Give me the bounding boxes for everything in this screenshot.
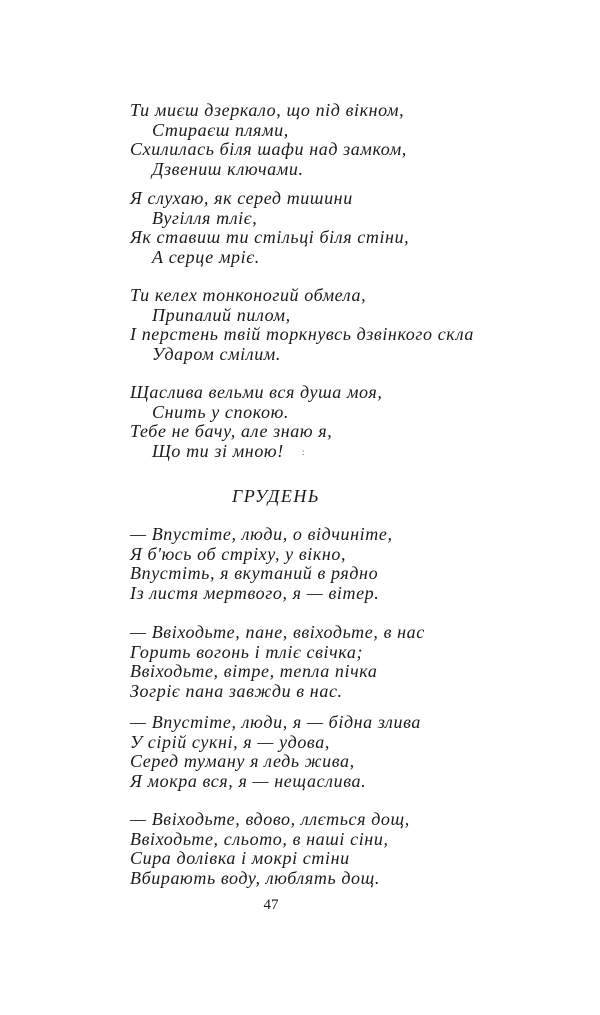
- verse-line: Горить вогонь і тліє свічка;: [130, 641, 364, 662]
- verse-line: Дзвениш ключами.: [152, 158, 304, 179]
- verse-line: Я б'юсь об стріху, у вікно,: [130, 543, 347, 564]
- verse-line: — Впустіте, люди, о відчиніте,: [130, 524, 393, 544]
- verse-line: А серце мріє.: [152, 246, 260, 267]
- verse-line: Вугілля тліє,: [152, 207, 258, 228]
- verse-line: І перстень твій торкнувсь дзвінкого скла: [130, 324, 474, 345]
- verse-line: Припалий пилом,: [152, 304, 291, 325]
- verse-line: Снить у спокою.: [152, 401, 290, 422]
- poem-title: ГРУДЕНЬ: [232, 486, 320, 506]
- verse-line: Зогріє пана завжди в нас.: [130, 680, 343, 701]
- verse-line: Сира долівка і мокрі стіни: [130, 848, 350, 869]
- stanza: [130, 713, 550, 791]
- verse-line: Я слухаю, як серед тишини: [130, 188, 353, 208]
- verse-line: Ввіходьте, сльото, в наші сіни,: [130, 828, 389, 849]
- verse-line: Ти келех тонконогий обмела,: [130, 285, 367, 305]
- verse-line: Щаслива вельми вся душа моя,: [130, 382, 383, 402]
- verse-line: Вбирають воду, люблять дощ.: [130, 867, 380, 888]
- verse-line: — Впустіте, люди, я — бідна злива: [130, 712, 421, 732]
- verse-line: — Ввіходьте, вдово, ллється дощ,: [130, 809, 410, 829]
- verse-line: Я мокра вся, я — нещаслива.: [130, 770, 367, 791]
- stanza: [130, 623, 550, 701]
- verse-line: Ти миєш дзеркало, що під вікном,: [130, 100, 405, 120]
- page-number: 47: [263, 897, 279, 913]
- verse-line: Із листя мертвого, я — вітер.: [130, 582, 380, 603]
- verse-line: Ударом смілим.: [152, 343, 281, 364]
- verse-line: Серед туману я ледь жива,: [130, 751, 355, 772]
- stanza: [130, 286, 550, 364]
- stanza: [130, 383, 550, 461]
- verse-line: Що ти зі мною!: [152, 440, 284, 461]
- verse-line: Впустіть, я вкутаний в рядно: [130, 563, 379, 584]
- verse-line: У сірій сукні, я — удова,: [130, 731, 330, 752]
- verse-line: Стираєш плями,: [152, 119, 289, 140]
- stanza: [130, 810, 550, 888]
- stanza: [130, 189, 550, 267]
- verse-line: — Ввіходьте, пане, ввіходьте, в нас: [130, 622, 425, 642]
- stanza: [130, 525, 550, 603]
- print-speck: :: [302, 447, 305, 457]
- verse-line: Ввіходьте, вітре, тепла пічка: [130, 661, 378, 682]
- stanza: [130, 101, 550, 179]
- verse-line: Як ставиш ти стільці біля стіни,: [130, 227, 410, 248]
- verse-line: Схилилась біля шафи над замком,: [130, 139, 407, 160]
- verse-line: Тебе не бачу, але знаю я,: [130, 421, 333, 442]
